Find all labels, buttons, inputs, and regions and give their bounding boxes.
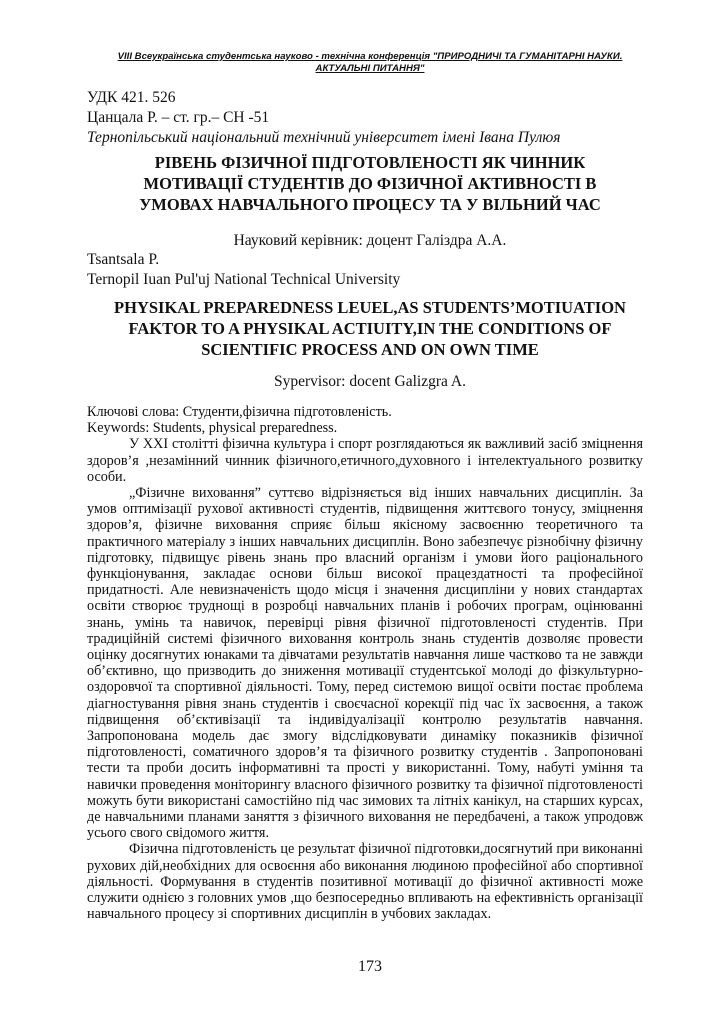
title-ua-line1: РІВЕНЬ ФІЗИЧНОЇ ПІДГОТОВЛЕНОСТІ ЯК ЧИННИК — [154, 153, 586, 172]
paragraph-1: У XXI столітті фізична культура і спорт розглядаються як важливий засіб зміцнення здоров’я ,незамінний чинник фізичного,етичного,духовного і інтелектуального розвитку особи. — [87, 436, 643, 485]
page-number: 173 — [358, 958, 382, 975]
university-ua: Тернопільський національний технічний університет імені Івана Пулюя — [87, 129, 561, 146]
supervisor-ua: Науковий керівник: доцент Галіздра А.А. — [233, 232, 507, 249]
keywords-ua: Ключові слова: Студенти,фізична підготовленість. — [87, 404, 392, 420]
conference-header-line1: VIII Всеукраїнська студентська науково - технічна конференція "ПРИРОДНИЧІ ТА ГУМАНІТАРНІ НАУКИ. — [117, 51, 623, 62]
udk-code: УДК 421. 526 — [87, 89, 176, 106]
body-text — [87, 404, 643, 923]
keywords-en: Keywords: Students, physical preparedness. — [87, 420, 338, 437]
university-en: Ternopil Iuan Pul'uj National Technical University — [87, 271, 401, 288]
conference-header-line2: АКТУАЛЬНІ ПИТАННЯ" — [315, 63, 425, 74]
conference-header — [90, 51, 650, 75]
title-en-line3: SCIENTIFIC PROCESS AND ON OWN TIME — [201, 340, 539, 359]
paragraph-3: Фізична підготовленість це результат фізичної підготовки,досягнутий при виконанні рухових дій,необхідних для освоєння або виконання людиною професійної або спортивної діяльності. Формування в студентів позитивної мотивації до фізичної активності може служити однією з головних умов ,що безпосередньо впливають на ефективність організації навчального процесу зі спортивних дисциплін в учбових закладах. — [87, 841, 643, 923]
author-en: Tsantsala P. — [87, 251, 160, 268]
title-ua — [90, 152, 650, 215]
title-en — [90, 297, 650, 360]
title-en-line1: PHYSIKAL PREPAREDNESS LEUEL,AS STUDENTS’MOTIUATION — [114, 298, 626, 317]
paragraph-2: „Фізичне виховання” суттєво відрізняється від інших навчальних дисциплін. За умов оптимізації рухової активності студентів, підвищення життєвого тонусу, зміцнення здоров’я, фізичне виховання сприяє більш якісному засвоєнню теоретичного та практичного матеріалу з інших навчальних дисциплін. Воно забезпечує різнобічну фізичну підготовку, підвищує рівень знань про власний організм і умови його раціонального функціонування, закладає основи більш високої працездатності та професійної придатності. Але невизначеність щодо місця і значення дисципліни у нових стандартах освіти створює труднощі в розробці навчальних планів і робочих програм, оцінюванні знань, умінь та навичок, перевірці рівня фізичної підготовленості студентів. При традиційній системі фізичного виховання контроль знань студентів дозволяє провести оцінку досягнутих юнаками та дівчатами результатів навчання лише частково та не завжди об’єктивно, що призводить до зниження мотивації студентської молоді до фізкультурно-оздоровчої та спортивної діяльності. Тому, перед системою вищої освіти постає проблема діагностування рівня знань студентів і своєчасної корекції під час їх засвоєння, а також підвищення об’єктивізації та індивідуалізації контролю результатів навчання. Запропонована модель дає змогу відслідковувати динаміку показників фізичної підготовленості, соматичного здоров’я та фізичного розвитку студентів . Запропоновані тести та проби досить інформативні та прості у використанні. Тому, набуті уміння та навички проведення моніторингу власного фізичного розвитку та фізичної підготовленості можуть бути використані самостійно під час зимових та літніх канікул, на старших курсах, де навчальними планами заняття з фізичного виховання не передбачені, а також упродовж усього свого свідомого життя. — [87, 485, 643, 842]
title-ua-line3: УМОВАХ НАВЧАЛЬНОГО ПРОЦЕСУ ТА У ВІЛЬНИЙ ЧАС — [139, 195, 601, 214]
title-en-line2: FAKTOR TO A PHYSIKAL ACTIUITY,IN THE CONDITIONS OF — [128, 319, 612, 338]
title-ua-line2: МОТИВАЦІЇ СТУДЕНТІВ ДО ФІЗИЧНОЇ АКТИВНОСТІ В — [143, 174, 597, 193]
author-ua: Цанцала Р. – ст. гр.– СН -51 — [87, 109, 270, 126]
supervisor-en: Sypervisor: docent Galizgra A. — [274, 373, 466, 390]
